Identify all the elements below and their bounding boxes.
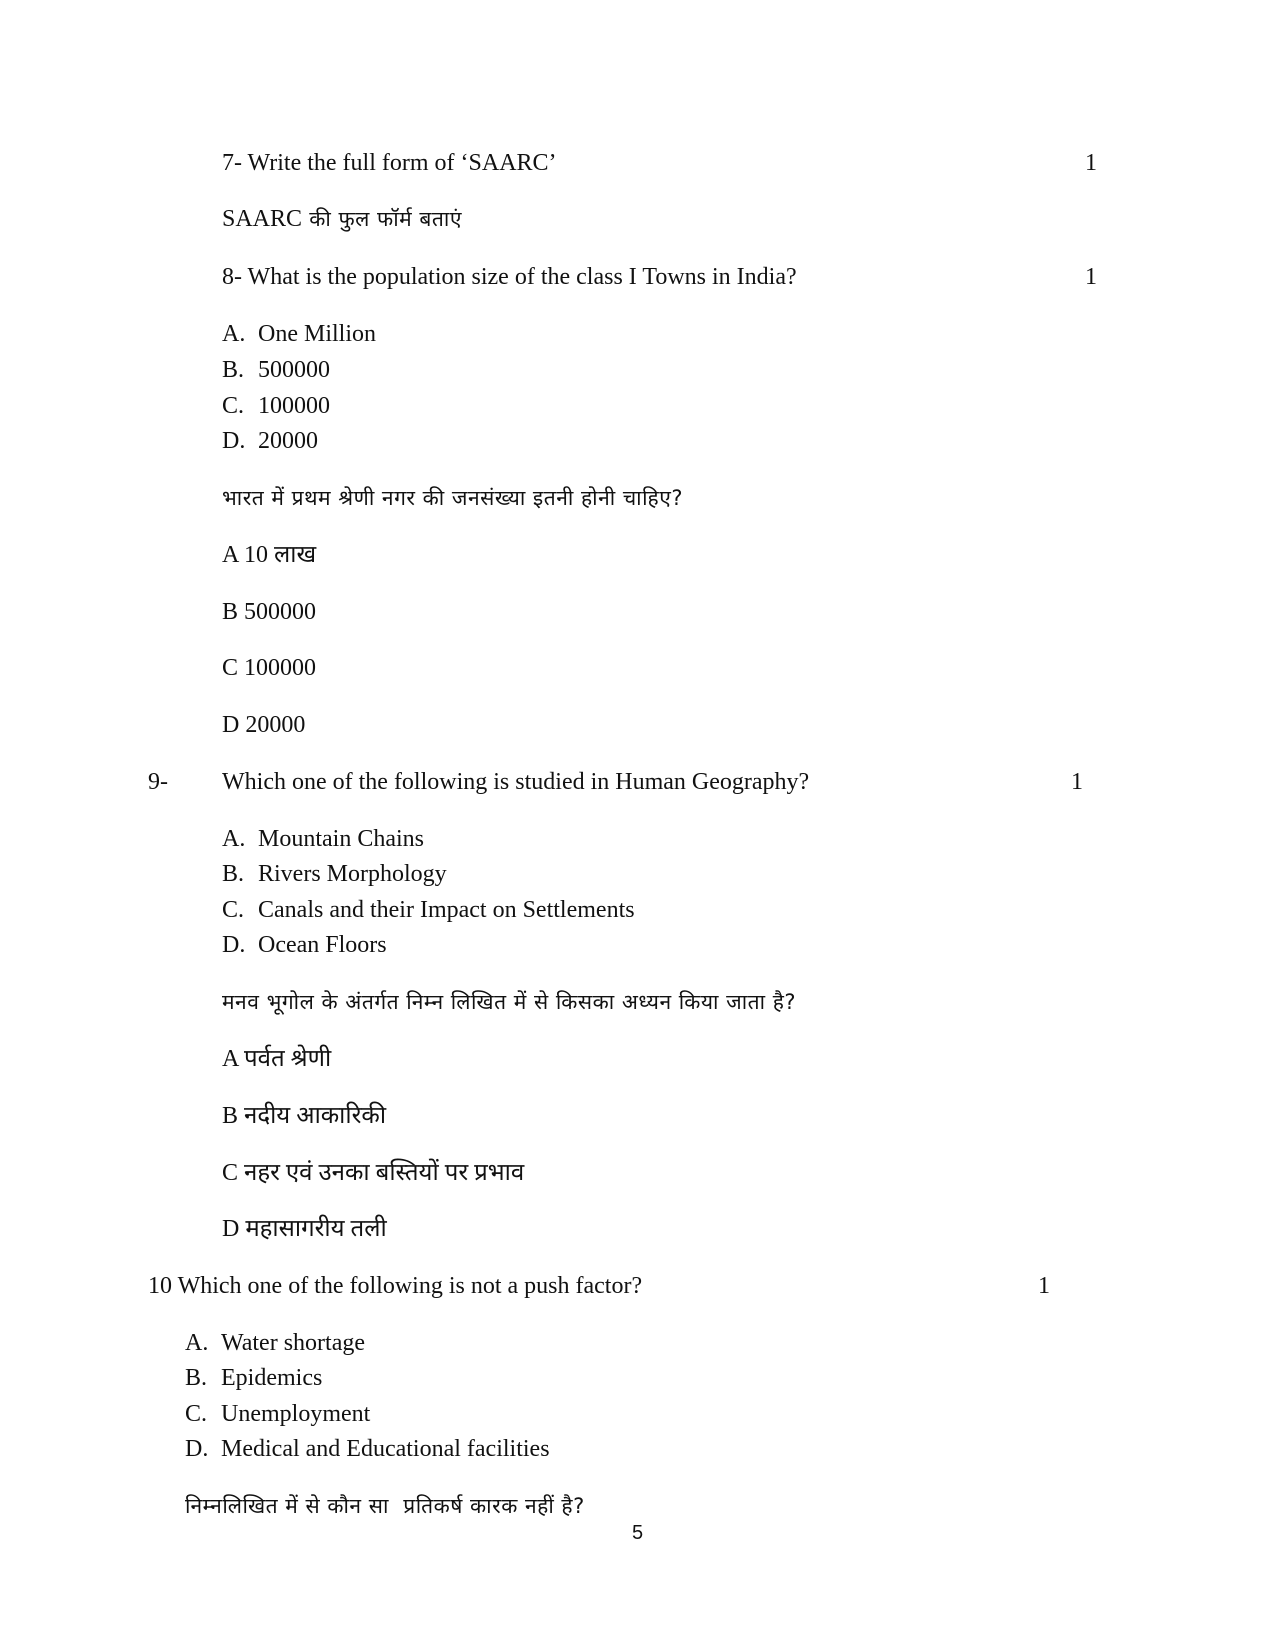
q8-option-d: D. 20000 <box>222 428 318 454</box>
q9-hindi-option-c: C नहर एवं उनका बस्तियों पर प्रभाव <box>222 1160 525 1186</box>
q9-option-d: D. Ocean Floors <box>222 932 387 958</box>
q8-hindi-option-d: D 20000 <box>222 712 306 738</box>
q9-hindi-question: मनव भूगोल के अंतर्गत निम्न लिखित में से किसका अध्यन किया जाता है? <box>222 990 797 1014</box>
q8-hindi-question: भारत में प्रथम श्रेणी नगर की जनसंख्या इतनी होनी चाहिए? <box>222 486 683 510</box>
q9-number: 9- <box>148 769 168 795</box>
q8-hindi-option-a: A 10 लाख <box>222 542 317 568</box>
q8-hindi-option-b: B 500000 <box>222 599 317 625</box>
q9-hindi-option-a: A पर्वत श्रेणी <box>222 1046 332 1072</box>
q10-hindi-question: निम्नलिखित में से कौन सा प्रतिकर्ष कारक नहीं है? <box>185 1494 585 1518</box>
q9-hindi-option-d: D महासागरीय तली <box>222 1216 387 1242</box>
q7-hindi-text: SAARC की फुल फॉर्म बताएं <box>222 206 462 232</box>
q10-option-a: A. Water shortage <box>185 1330 365 1356</box>
q7-text: 7- Write the full form of ‘SAARC’ <box>222 150 557 176</box>
q10-option-b: B. Epidemics <box>185 1365 323 1391</box>
q9-option-a: A. Mountain Chains <box>222 826 424 852</box>
q10-text: 10 Which one of the following is not a push factor? <box>148 1273 643 1299</box>
q8-option-a: A. One Million <box>222 321 376 347</box>
q8-option-b: B. 500000 <box>222 357 330 383</box>
q10-marks: 1 <box>1038 1273 1050 1299</box>
q7-marks: 1 <box>1085 150 1097 176</box>
q9-option-b: B. Rivers Morphology <box>222 861 447 887</box>
q8-option-c: C. 100000 <box>222 393 330 419</box>
q8-hindi-option-c: C 100000 <box>222 655 317 681</box>
q9-option-c: C. Canals and their Impact on Settlements <box>222 897 635 923</box>
q9-marks: 1 <box>1071 769 1083 795</box>
q10-option-c: C. Unemployment <box>185 1401 371 1427</box>
q9-text: Which one of the following is studied in Human Geography? <box>222 769 810 795</box>
q8-marks: 1 <box>1085 264 1097 290</box>
page-number: 5 <box>631 1522 644 1544</box>
q9-hindi-option-b: B नदीय आकारिकी <box>222 1103 387 1129</box>
q8-text: 8- What is the population size of the class I Towns in India? <box>222 264 797 290</box>
q10-option-d: D. Medical and Educational facilities <box>185 1436 550 1462</box>
